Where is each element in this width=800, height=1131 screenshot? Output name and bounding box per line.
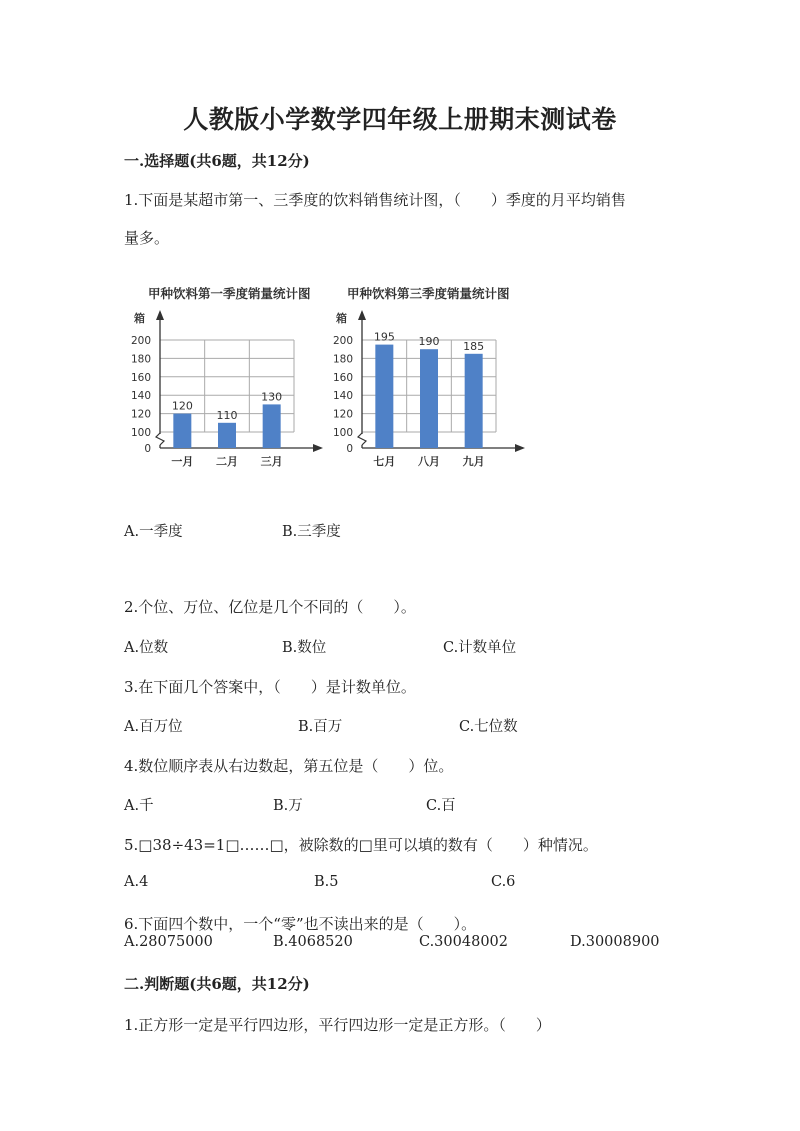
q5-option-c[interactable]: C.6: [491, 874, 516, 890]
chart-1-ytick-label: 140: [130, 390, 151, 403]
q2-option-b[interactable]: B.数位: [282, 640, 327, 656]
q2-option-c[interactable]: C.计数单位: [443, 640, 517, 656]
q6-option-a[interactable]: A.28075000: [124, 934, 213, 950]
chart-2-y-axis-arrow: [358, 310, 366, 320]
q6-option-c[interactable]: C.30048002: [419, 934, 508, 950]
chart-2-bar: [465, 354, 483, 448]
chart-1-q1-sales: [118, 300, 330, 472]
chart-1-ytick-label: 160: [130, 371, 151, 384]
question-6: 6.下面四个数中，一个“零”也不读出来的是（ ）。: [124, 915, 477, 933]
section-heading-judgement: 二.判断题(共6题，共12分): [124, 975, 310, 993]
chart-1-bar: [218, 423, 236, 448]
chart-1-ytick-label: 180: [130, 353, 151, 366]
q5-option-b[interactable]: B.5: [314, 874, 339, 890]
q1-option-a[interactable]: A.一季度: [124, 524, 183, 540]
chart-2-title: 甲种饮料第三季度销量统计图: [347, 286, 510, 301]
q5-option-a[interactable]: A.4: [124, 874, 149, 890]
chart-2-ytick-label: 160: [332, 371, 353, 384]
chart-1-y-axis-arrow: [156, 310, 164, 320]
page-title: 人教版小学数学四年级上册期末测试卷: [183, 105, 617, 134]
q4-option-a[interactable]: A.千: [124, 798, 154, 814]
question-1-line-2: 量多。: [124, 229, 170, 247]
q6-option-d[interactable]: D.30008900: [570, 934, 660, 950]
section-heading-choice: 一.选择题(共6题，共12分): [124, 152, 310, 170]
q4-option-c[interactable]: C.百: [426, 798, 456, 814]
chart-1-ytick-label: 0: [144, 443, 151, 455]
chart-1-xtick-label: 三月: [260, 455, 283, 468]
chart-2-data-label: 185: [463, 339, 485, 353]
chart-2-q3-sales: [320, 300, 532, 472]
chart-2-bar: [420, 349, 438, 448]
question-5: 5.□38÷43=1□……□，被除数的□里可以填的数有（ ）种情况。: [124, 836, 598, 854]
chart-1-data-label: 120: [171, 399, 193, 413]
q3-option-c[interactable]: C.七位数: [459, 719, 518, 735]
q1-option-b[interactable]: B.三季度: [282, 524, 341, 540]
chart-1-data-label: 110: [216, 408, 238, 422]
q6-option-b[interactable]: B.4068520: [273, 934, 353, 950]
chart-1-data-label: 130: [261, 390, 283, 404]
question-4: 4.数位顺序表从右边数起，第五位是（ ）位。: [124, 757, 454, 775]
chart-2-bar: [375, 345, 393, 448]
chart-2-ytick-label: 200: [332, 335, 353, 347]
chart-2-xtick-label: 九月: [462, 455, 485, 468]
chart-2-ytick-label: 0: [346, 443, 353, 455]
chart-1-ylabel: 箱: [134, 312, 145, 325]
q3-option-b[interactable]: B.百万: [298, 719, 343, 735]
chart-1-ytick-label: 120: [130, 408, 151, 421]
chart-1-bar: [263, 404, 281, 448]
chart-1-title: 甲种饮料第一季度销量统计图: [148, 286, 311, 301]
chart-2-xtick-label: 七月: [373, 455, 396, 468]
chart-2-data-label: 195: [373, 330, 395, 344]
chart-2-xtick-label: 八月: [418, 455, 440, 468]
question-2: 2.个位、万位、亿位是几个不同的（ ）。: [124, 598, 416, 616]
question-3: 3.在下面几个答案中，（ ）是计数单位。: [124, 678, 416, 696]
chart-1-xtick-label: 二月: [216, 455, 238, 468]
chart-1-ytick-label: 100: [130, 427, 151, 439]
chart-1-xtick-label: 一月: [171, 455, 194, 468]
chart-1-ytick-label: 200: [130, 335, 151, 347]
chart-2-ytick-label: 180: [332, 353, 353, 366]
q2-option-a[interactable]: A.位数: [124, 640, 169, 656]
q3-option-a[interactable]: A.百万位: [124, 719, 183, 735]
chart-1-bar: [173, 414, 191, 448]
chart-2-ytick-label: 100: [332, 427, 353, 439]
chart-2-ytick-label: 140: [332, 390, 353, 403]
chart-2-ytick-label: 120: [332, 408, 353, 421]
chart-2-x-axis-arrow: [515, 444, 525, 452]
chart-2-ylabel: 箱: [336, 312, 347, 325]
judgement-question-1: 1.正方形一定是平行四边形，平行四边形一定是正方形。（ ）: [124, 1016, 551, 1034]
question-1-line-1: 1.下面是某超市第一、三季度的饮料销售统计图，（ ）季度的月平均销售: [124, 191, 626, 209]
chart-2-data-label: 190: [418, 335, 440, 349]
q4-option-b[interactable]: B.万: [273, 798, 303, 814]
